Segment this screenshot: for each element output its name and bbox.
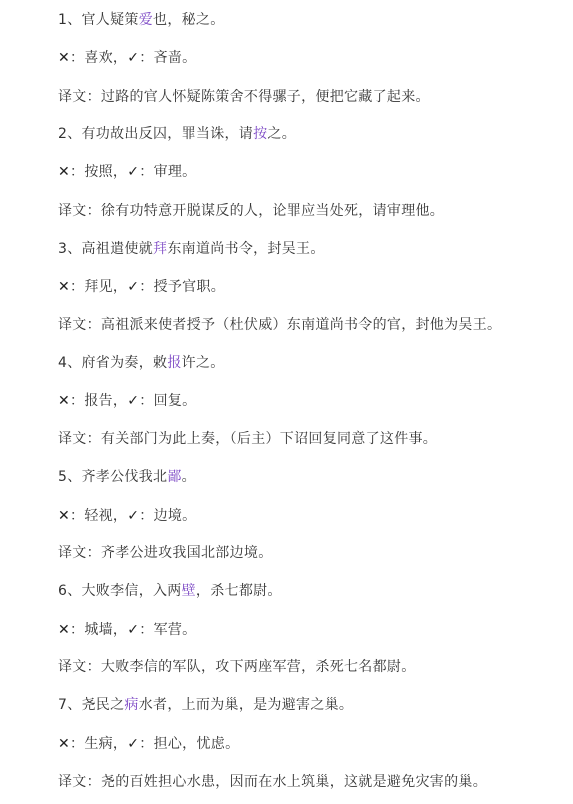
options-5 bbox=[58, 506, 196, 526]
sentence-text: 4、府省为奏，敕 bbox=[58, 355, 168, 371]
sentence-2 bbox=[58, 124, 296, 144]
translation-3: 译文：高祖派来使者授予（杜伏威）东南道尚书令的官，封他为吴王。 bbox=[58, 317, 502, 333]
sentence-text: 也，秘之。 bbox=[153, 12, 225, 28]
right-option: ：吝啬。 bbox=[139, 50, 197, 66]
sentence-5 bbox=[58, 467, 196, 487]
sentence-text: 。 bbox=[181, 469, 196, 485]
cross-icon: ✕ bbox=[58, 279, 71, 295]
cross-icon: ✕ bbox=[58, 164, 71, 180]
key-word: 报 bbox=[167, 355, 182, 371]
cross-icon: ✕ bbox=[58, 622, 71, 638]
sentence-3 bbox=[58, 239, 325, 259]
wrong-option: ：轻视， bbox=[70, 508, 128, 524]
key-word: 鄙 bbox=[167, 469, 182, 485]
translation-6: 译文：大败李信的军队，攻下两座军营，杀死七名都尉。 bbox=[58, 659, 416, 675]
translation-5: 译文：齐孝公进攻我国北部边境。 bbox=[58, 545, 273, 561]
key-word: 爱 bbox=[138, 12, 154, 28]
translation-1: 译文：过路的官人怀疑陈策舍不得骡子，便把它藏了起来。 bbox=[58, 89, 430, 105]
right-option: ：担心，忧虑。 bbox=[139, 736, 240, 752]
check-icon: ✓ bbox=[127, 393, 140, 409]
wrong-option: ：报告， bbox=[70, 393, 128, 409]
translation-4: 译文：有关部门为此上奏，（后主）下诏回复同意了这件事。 bbox=[58, 431, 438, 447]
check-icon: ✓ bbox=[127, 164, 140, 180]
sentence-text: ，杀七都尉。 bbox=[195, 583, 282, 599]
key-word: 拜 bbox=[153, 241, 168, 257]
right-option: ：授予官职。 bbox=[139, 279, 226, 295]
sentence-1 bbox=[58, 10, 225, 30]
wrong-option: ：喜欢， bbox=[70, 50, 128, 66]
options-3 bbox=[58, 277, 225, 297]
wrong-option: ：生病， bbox=[70, 736, 128, 752]
right-option: ：审理。 bbox=[139, 164, 197, 180]
options-6 bbox=[58, 620, 196, 640]
cross-icon: ✕ bbox=[58, 508, 71, 524]
sentence-text: 东南道尚书令，封吴王。 bbox=[167, 241, 325, 257]
check-icon: ✓ bbox=[127, 508, 140, 524]
options-2 bbox=[58, 162, 196, 182]
cross-icon: ✕ bbox=[58, 393, 71, 409]
right-option: ：回复。 bbox=[139, 393, 197, 409]
sentence-4 bbox=[58, 353, 225, 373]
sentence-text: 6、大败李信，入两 bbox=[58, 583, 182, 599]
sentence-text: 2、有功故出反囚，罪当诛，请 bbox=[58, 126, 254, 142]
translation-7: 译文：尧的百姓担心水患，因而在水上筑巢，这就是避免灾害的巢。 bbox=[58, 774, 487, 790]
wrong-option: ：按照， bbox=[70, 164, 128, 180]
sentence-text: 7、尧民之 bbox=[58, 697, 125, 713]
sentence-text: 许之。 bbox=[181, 355, 225, 371]
cross-icon: ✕ bbox=[58, 50, 71, 66]
key-word: 按 bbox=[253, 126, 268, 142]
sentence-text: 3、高祖遣使就 bbox=[58, 241, 154, 257]
check-icon: ✓ bbox=[127, 622, 140, 638]
translation-2: 译文：徐有功特意开脱谋反的人，论罪应当处死，请审理他。 bbox=[58, 203, 445, 219]
options-7 bbox=[58, 734, 239, 754]
key-word: 病 bbox=[124, 697, 139, 713]
right-option: ：军营。 bbox=[139, 622, 197, 638]
options-1 bbox=[58, 48, 196, 68]
sentence-text: 1、官人疑策 bbox=[58, 12, 139, 28]
check-icon: ✓ bbox=[127, 50, 140, 66]
sentence-text: 水者，上而为巢，是为避害之巢。 bbox=[138, 697, 354, 713]
check-icon: ✓ bbox=[127, 279, 140, 295]
cross-icon: ✕ bbox=[58, 736, 71, 752]
wrong-option: ：城墙， bbox=[70, 622, 128, 638]
key-word: 壁 bbox=[181, 583, 196, 599]
sentence-7 bbox=[58, 695, 353, 715]
options-4 bbox=[58, 391, 196, 411]
wrong-option: ：拜见， bbox=[70, 279, 128, 295]
sentence-text: 5、齐孝公伐我北 bbox=[58, 469, 168, 485]
check-icon: ✓ bbox=[127, 736, 140, 752]
sentence-text: 之。 bbox=[267, 126, 297, 142]
sentence-6 bbox=[58, 581, 282, 601]
right-option: ：边境。 bbox=[139, 508, 197, 524]
